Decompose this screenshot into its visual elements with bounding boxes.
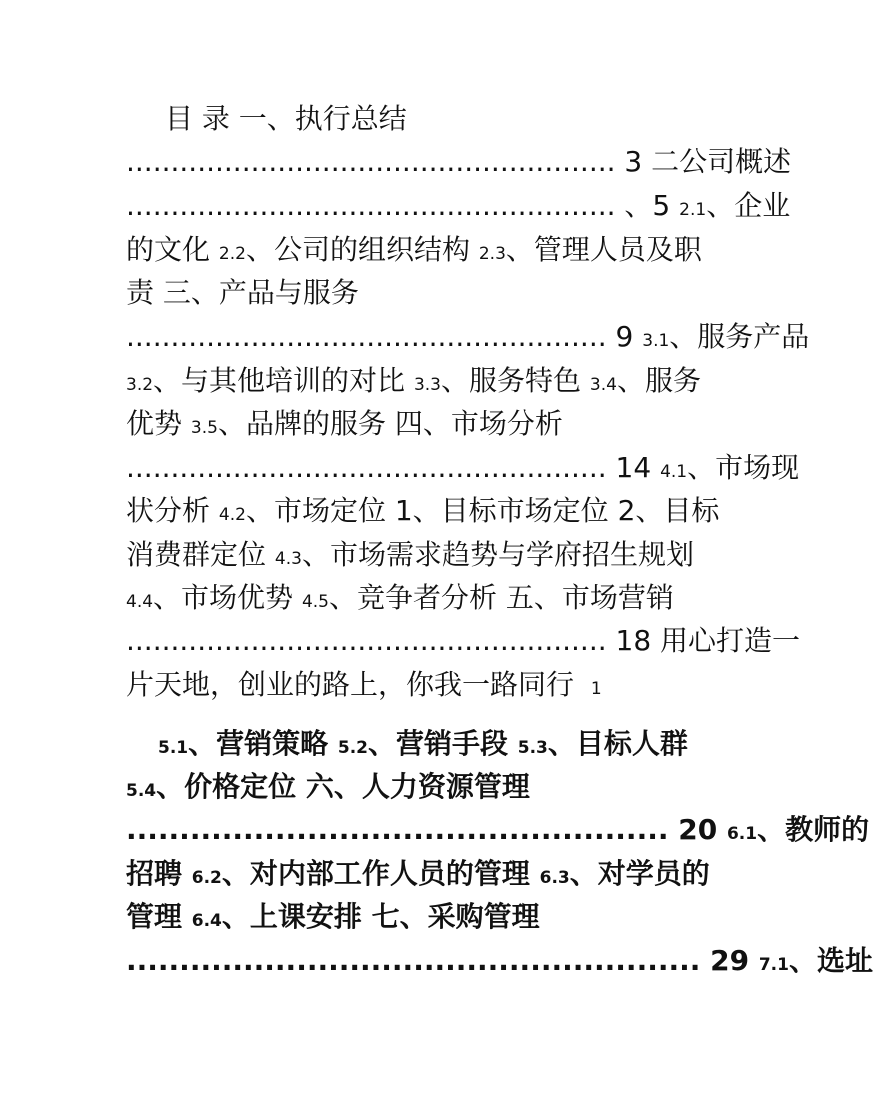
- toc-entry: 、目标人群: [547, 727, 688, 760]
- toc-entry: 、竞争者分析 五、市场营销: [329, 581, 674, 614]
- toc-line: [126, 852, 710, 896]
- toc-entry: 、品牌的服务 四、市场分析: [217, 407, 563, 440]
- toc-entry: 、服务: [616, 364, 701, 397]
- section-number: 2.3: [478, 244, 506, 264]
- toc-entry: 的文化: [126, 233, 219, 266]
- toc-entry: 状分析: [126, 494, 219, 527]
- section-number: 4.5: [301, 592, 329, 612]
- toc-entry: 、市场定位 1、目标市场定位 2、目标: [245, 494, 720, 527]
- toc-line: [126, 576, 674, 620]
- toc-line: [126, 402, 563, 446]
- page-number: 1: [590, 679, 602, 699]
- section-number: 4.1: [660, 462, 688, 482]
- toc-entry: 、管理人员及职: [505, 233, 702, 266]
- section-number: 3.3: [413, 375, 441, 395]
- toc-entry: 管理: [126, 900, 192, 933]
- toc-entry: 、服务产品: [669, 320, 810, 353]
- toc-line: [126, 533, 694, 577]
- toc-line: [126, 315, 809, 359]
- toc-line: [126, 808, 869, 852]
- section-number: 4.3: [274, 549, 302, 569]
- toc-line: [126, 765, 530, 809]
- toc-entry: 、市场需求趋势与学府招生规划: [301, 538, 694, 571]
- footer-text: 片天地，创业的路上，你我一路同行: [126, 668, 583, 701]
- toc-line: [126, 359, 701, 403]
- toc-entry: ....................................................... 3 二公司概述: [126, 145, 792, 178]
- section-number: 6.4: [191, 911, 222, 931]
- section-number: 4.2: [218, 505, 246, 525]
- toc-entry: ................................................... 20: [126, 813, 727, 846]
- toc-entry: 、教师的: [757, 813, 870, 846]
- toc-entry: 优势: [126, 407, 191, 440]
- section-number: 3.5: [190, 418, 218, 438]
- toc-line: [126, 489, 719, 533]
- section-number: 3.1: [642, 331, 670, 351]
- toc-line: [126, 663, 602, 707]
- toc-entry: 、市场优势: [153, 581, 302, 614]
- toc-entry: 消费群定位: [126, 538, 275, 571]
- section-number: 4.4: [126, 592, 154, 612]
- section-number: 5.1: [158, 738, 189, 758]
- toc-entry: 、营销手段: [368, 727, 518, 760]
- toc-entry: 、与其他培训的对比: [153, 364, 414, 397]
- section-number: 2.2: [218, 244, 246, 264]
- toc-entry: 、营销策略: [188, 727, 338, 760]
- toc-line: [126, 446, 799, 490]
- section-number: 5.3: [517, 738, 548, 758]
- section-number: 3.2: [126, 375, 154, 395]
- toc-entry: ...................................................... 18 用心打造一: [126, 624, 801, 657]
- toc-entry: 、服务特色: [441, 364, 590, 397]
- toc-entry: 、市场现: [687, 451, 800, 484]
- toc-entry: 、对内部工作人员的管理: [221, 857, 540, 890]
- toc-line: [126, 939, 873, 983]
- toc-entry: 、价格定位 六、人力资源管理: [156, 770, 530, 803]
- toc-line: [126, 271, 359, 315]
- toc-line: [126, 184, 790, 228]
- toc-entry: ...................................................... 14: [126, 451, 661, 484]
- section-number: 3.4: [589, 375, 617, 395]
- section-number: 6.2: [191, 868, 222, 888]
- section-number: 2.1: [679, 200, 707, 220]
- toc-entry: 、企业: [706, 189, 791, 222]
- toc-line: [158, 722, 688, 766]
- toc-entry: 、选址: [788, 944, 873, 977]
- section-number: 5.2: [337, 738, 368, 758]
- toc-line: [165, 97, 407, 141]
- section-number: 6.1: [726, 824, 758, 844]
- section-number: 7.1: [758, 955, 789, 975]
- section-number: 5.4: [126, 781, 157, 801]
- toc-title: 目 录 一、执行总结: [165, 102, 407, 135]
- toc-entry: 、对学员的: [569, 857, 710, 890]
- toc-entry: 责 三、产品与服务: [126, 276, 359, 309]
- toc-entry: 、上课安排 七、采购管理: [221, 900, 540, 933]
- toc-entry: ...................................................... 29: [126, 944, 759, 977]
- toc-line: [126, 228, 702, 272]
- toc-line: [126, 140, 791, 184]
- section-number: 6.3: [539, 868, 570, 888]
- toc-entry: 、公司的组织结构: [245, 233, 479, 266]
- toc-line: [126, 895, 540, 939]
- toc-entry: ...................................................... 9: [126, 320, 643, 353]
- toc-entry: ....................................................... 、5: [126, 189, 680, 222]
- toc-line: [126, 619, 800, 663]
- toc-entry: 招聘: [126, 857, 192, 890]
